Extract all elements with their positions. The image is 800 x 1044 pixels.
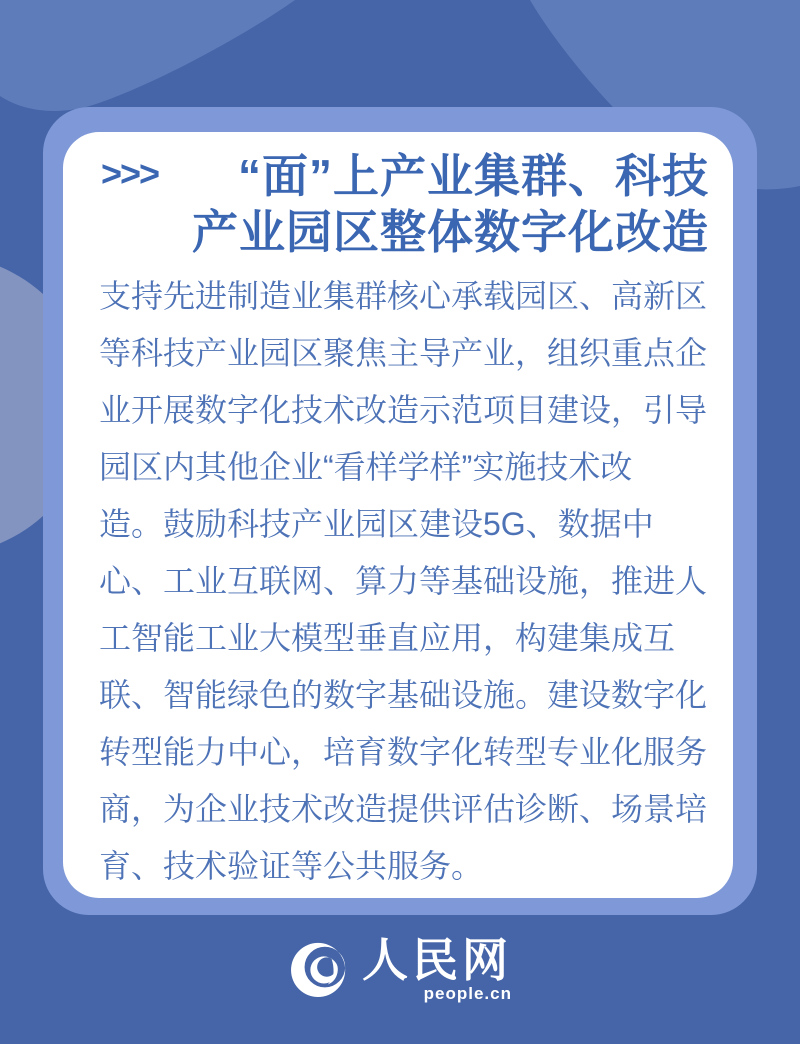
title-block	[99, 148, 709, 260]
body-paragraph	[99, 268, 709, 895]
body-line: 心、工业互联网、算力等基础设施，推进人	[99, 563, 708, 599]
body-line: 联、智能绿色的数字基础设施。建设数字化	[99, 677, 708, 713]
body-line: 支持先进制造业集群核心承载园区、高新区	[99, 278, 708, 314]
title-line-1: “面”上产业集群、科技	[238, 150, 709, 202]
logo-chinese-name: 人民网	[362, 933, 512, 987]
people-cn-logo-icon	[288, 940, 354, 998]
body-line: 园区内其他企业“看样学样”实施技术改	[99, 449, 633, 485]
body-line: 工智能工业大模型垂直应用，构建集成互	[99, 620, 676, 656]
body-line: 等科技产业园区聚焦主导产业，组织重点企	[99, 335, 708, 371]
body-line: 转型能力中心，培育数字化转型专业化服务	[99, 734, 708, 770]
body-line: 造。鼓励科技产业园区建设5G、数据中	[99, 506, 654, 542]
decor-top-left-shape	[0, 0, 295, 111]
body-line: 业开展数字化技术改造示范项目建设，引导	[99, 392, 708, 428]
content-card	[63, 132, 733, 898]
title-line-2: 产业园区整体数字化改造	[192, 206, 709, 258]
triple-chevron-icon: >>>	[101, 153, 159, 194]
body-line: 育、技术验证等公共服务。	[99, 848, 484, 884]
body-line: 商，为企业技术改造提供评估诊断、场景培	[99, 791, 708, 827]
card-frame	[43, 107, 757, 915]
logo-domain: people.cn	[423, 984, 512, 1003]
logo-text	[362, 933, 512, 1003]
people-cn-logo	[0, 933, 800, 1003]
